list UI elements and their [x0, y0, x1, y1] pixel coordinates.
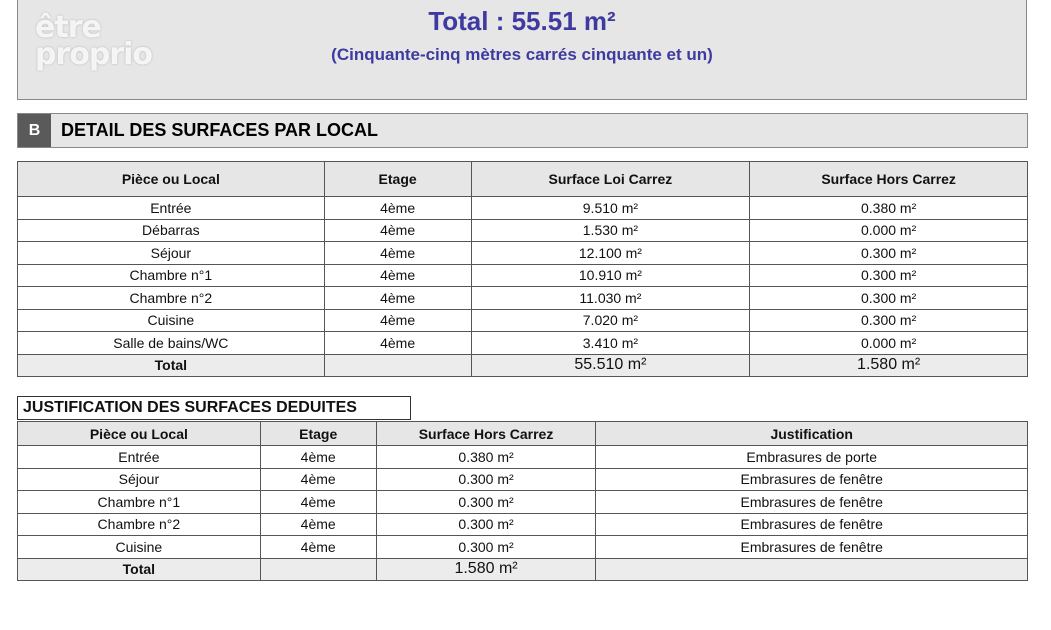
cell-justification: Embrasures de fenêtre	[596, 536, 1028, 559]
cell-hors-carrez: 0.380 m²	[376, 446, 596, 469]
watermark-line-1: être	[35, 10, 101, 45]
cell-piece: Cuisine	[18, 536, 261, 559]
cell-etage: 4ème	[260, 536, 376, 559]
total-label: Total	[18, 354, 325, 377]
cell-hors-carrez: 0.000 m²	[750, 332, 1028, 355]
total-etage-empty	[260, 558, 376, 581]
section-letter-badge: B	[18, 114, 51, 147]
cell-carrez: 3.410 m²	[471, 332, 750, 355]
cell-hors-carrez: 0.300 m²	[376, 536, 596, 559]
cell-piece: Cuisine	[18, 309, 325, 332]
total-summary-box	[17, 0, 1027, 100]
cell-hors-carrez: 0.300 m²	[376, 513, 596, 536]
cell-hors-carrez: 0.300 m²	[750, 287, 1028, 310]
table-header-row	[18, 422, 1028, 446]
cell-piece: Débarras	[18, 219, 325, 242]
cell-etage: 4ème	[324, 242, 471, 265]
cell-etage: 4ème	[324, 287, 471, 310]
table-row	[18, 197, 1028, 220]
table-row	[18, 468, 1028, 491]
total-justification-empty	[596, 558, 1028, 581]
cell-justification: Embrasures de fenêtre	[596, 513, 1028, 536]
cell-hors-carrez: 0.300 m²	[376, 491, 596, 514]
header-justification: Justification	[596, 422, 1028, 446]
cell-piece: Séjour	[18, 468, 261, 491]
cell-carrez: 1.530 m²	[471, 219, 750, 242]
section-title: DETAIL DES SURFACES PAR LOCAL	[61, 120, 379, 140]
header-surface-carrez: Surface Loi Carrez	[471, 162, 750, 197]
total-hors-carrez: 1.580 m²	[376, 558, 596, 581]
cell-etage: 4ème	[324, 309, 471, 332]
cell-piece: Chambre n°2	[18, 287, 325, 310]
cell-etage: 4ème	[324, 332, 471, 355]
total-surface-title: Total : 55.51 m²	[428, 6, 616, 36]
cell-carrez: 7.020 m²	[471, 309, 750, 332]
cell-carrez: 9.510 m²	[471, 197, 750, 220]
cell-hors-carrez: 0.300 m²	[750, 242, 1028, 265]
cell-hors-carrez: 0.300 m²	[750, 264, 1028, 287]
cell-etage: 4ème	[260, 468, 376, 491]
table-row	[18, 446, 1028, 469]
table-row	[18, 491, 1028, 514]
cell-etage: 4ème	[324, 219, 471, 242]
cell-piece: Salle de bains/WC	[18, 332, 325, 355]
cell-piece: Chambre n°2	[18, 513, 261, 536]
total-carrez: 55.510 m²	[471, 354, 750, 377]
table-row	[18, 242, 1028, 265]
cell-carrez: 10.910 m²	[471, 264, 750, 287]
table-row	[18, 287, 1028, 310]
cell-carrez: 12.100 m²	[471, 242, 750, 265]
header-piece: Pièce ou Local	[18, 422, 261, 446]
table-row	[18, 513, 1028, 536]
cell-hors-carrez: 0.000 m²	[750, 219, 1028, 242]
total-etage-empty	[324, 354, 471, 377]
table-row	[18, 309, 1028, 332]
cell-piece: Entrée	[18, 197, 325, 220]
cell-hors-carrez: 0.300 m²	[750, 309, 1028, 332]
header-etage: Etage	[324, 162, 471, 197]
cell-justification: Embrasures de fenêtre	[596, 468, 1028, 491]
cell-carrez: 11.030 m²	[471, 287, 750, 310]
total-surface-words: (Cinquante-cinq mètres carrés cinquante et un)	[331, 45, 713, 64]
table-row	[18, 264, 1028, 287]
table-header-row	[18, 162, 1028, 197]
cell-etage: 4ème	[324, 197, 471, 220]
cell-piece: Entrée	[18, 446, 261, 469]
total-row	[18, 558, 1028, 581]
cell-hors-carrez: 0.300 m²	[376, 468, 596, 491]
cell-piece: Chambre n°1	[18, 264, 325, 287]
surface-detail-table	[17, 161, 1028, 377]
justification-table	[17, 421, 1028, 581]
justification-title: JUSTIFICATION DES SURFACES DEDUITES	[17, 396, 411, 420]
table-row	[18, 219, 1028, 242]
cell-piece: Séjour	[18, 242, 325, 265]
cell-etage: 4ème	[324, 264, 471, 287]
cell-etage: 4ème	[260, 491, 376, 514]
cell-piece: Chambre n°1	[18, 491, 261, 514]
header-piece: Pièce ou Local	[18, 162, 325, 197]
total-hors-carrez: 1.580 m²	[750, 354, 1028, 377]
cell-etage: 4ème	[260, 446, 376, 469]
header-surface-hors-carrez: Surface Hors Carrez	[750, 162, 1028, 197]
cell-justification: Embrasures de porte	[596, 446, 1028, 469]
cell-etage: 4ème	[260, 513, 376, 536]
watermark-line-2: proprio	[35, 37, 153, 72]
table-row	[18, 536, 1028, 559]
total-row	[18, 354, 1028, 377]
header-etage: Etage	[260, 422, 376, 446]
cell-justification: Embrasures de fenêtre	[596, 491, 1028, 514]
section-b-header	[17, 113, 1028, 148]
header-surface-hors-carrez: Surface Hors Carrez	[376, 422, 596, 446]
cell-hors-carrez: 0.380 m²	[750, 197, 1028, 220]
total-label: Total	[18, 558, 261, 581]
table-row	[18, 332, 1028, 355]
